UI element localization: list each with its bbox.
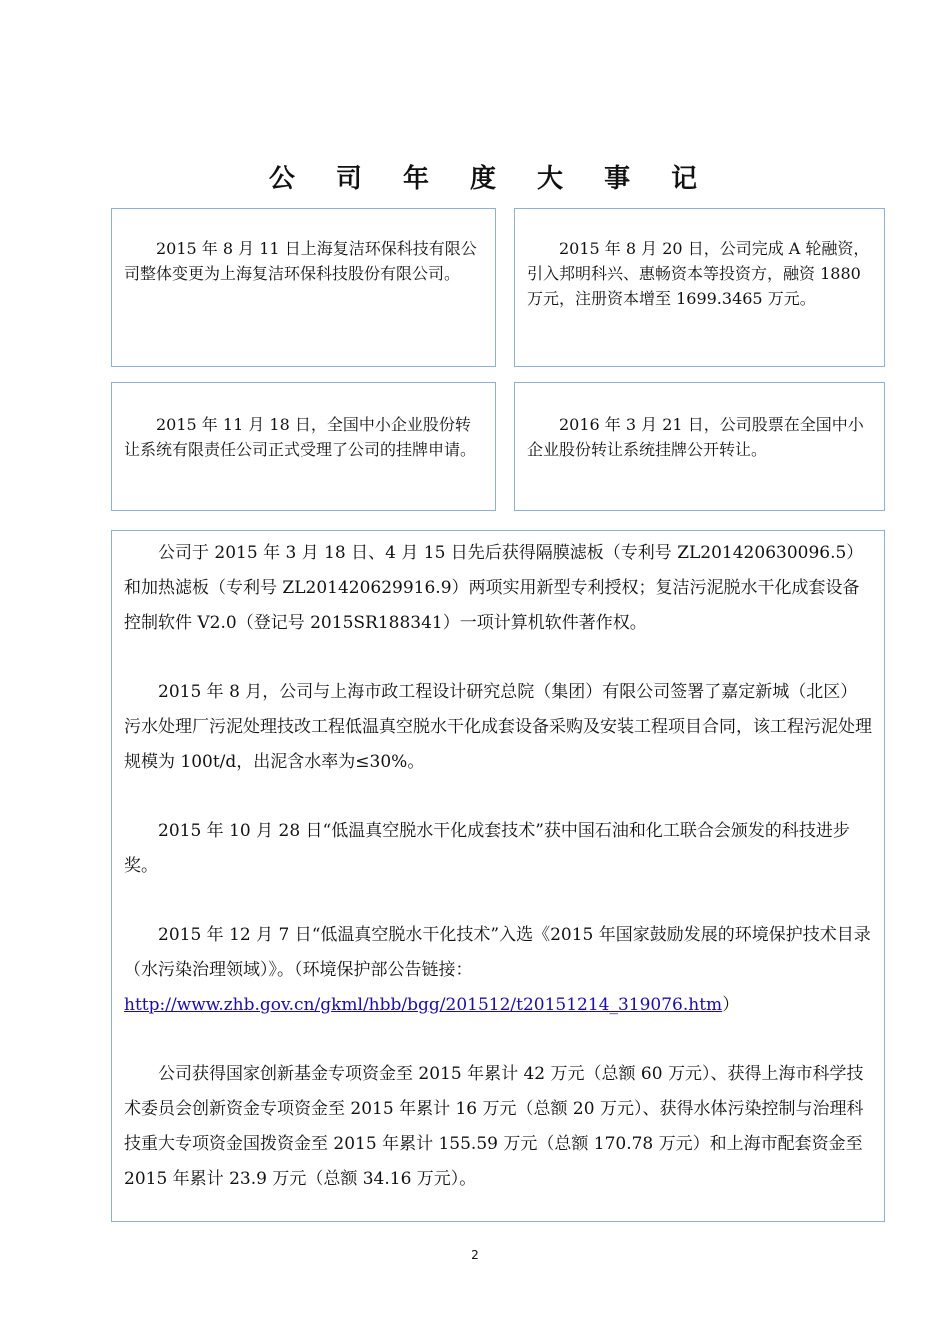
event-text: 2015 年 8 月 20 日，公司完成 A 轮融资，引入邦明科兴、惠畅资本等投资方，融资 1880 万元，注册资本增至 1699.3465 万元。: [527, 239, 870, 308]
catalog-paragraph: [124, 918, 872, 1023]
main-events-box: [111, 530, 885, 1222]
page-number: 2: [471, 1248, 479, 1262]
event-box-2015-08-11: [111, 208, 496, 367]
event-text: 2016 年 3 月 21 日，公司股票在全国中小企业股份转让系统挂牌公开转让。: [527, 415, 864, 459]
event-box-2016-03-21: [514, 382, 885, 511]
catalog-close-paren: ）: [722, 995, 740, 1015]
catalog-text: 2015 年 12 月 7 日“低温真空脱水干化技术”入选《2015 年国家鼓励发展的环境保护技术目录（水污染治理领域）》。（环境保护部公告链接：: [124, 925, 871, 980]
event-box-2015-11-18: [111, 382, 496, 511]
award-paragraph: 2015 年 10 月 28 日“低温真空脱水干化成套技术”获中国石油和化工联合会颁发的科技进步奖。: [124, 821, 850, 876]
event-box-2015-08-20: [514, 208, 885, 367]
event-text: 2015 年 11 月 18 日，全国中小企业股份转让系统有限责任公司正式受理了公司的挂牌申请。: [124, 415, 477, 459]
announcement-link[interactable]: http://www.zhb.gov.cn/gkml/hbb/bgg/201512/t20151214_319076.htm: [124, 995, 723, 1015]
event-text: 2015 年 8 月 11 日上海复洁环保科技有限公司整体变更为上海复洁环保科技股份有限公司。: [124, 239, 477, 283]
page-title: 公 司 年 度 大 事 记: [268, 164, 714, 194]
contract-paragraph: 2015 年 8 月，公司与上海市政工程设计研究总院（集团）有限公司签署了嘉定新城（北区）污水处理厂污泥处理技改工程低温真空脱水干化成套设备采购及安装工程项目合同，该工程污泥处理规模为 100t/d，出泥含水率为≤30%。: [124, 682, 872, 772]
funding-paragraph: 公司获得国家创新基金专项资金至 2015 年累计 42 万元（总额 60 万元）、获得上海市科学技术委员会创新资金专项资金至 2015 年累计 16 万元（总额 20 万元）、获得水体污染控制与治理科技重大专项资金国拨资金至 2015 年累计 155.59 万元（总额 170.78 万元）和上海市配套资金至 2015 年累计 23.9 万元（总额 34.16 万元）。: [124, 1064, 864, 1189]
patent-paragraph: 公司于 2015 年 3 月 18 日、4 月 15 日先后获得隔膜滤板（专利号 ZL201420630096.5）和加热滤板（专利号 ZL201420629916.9）两项实用新型专利授权；复洁污泥脱水干化成套设备控制软件 V2.0（登记号 2015SR188341）一项计算机软件著作权。: [124, 543, 864, 633]
